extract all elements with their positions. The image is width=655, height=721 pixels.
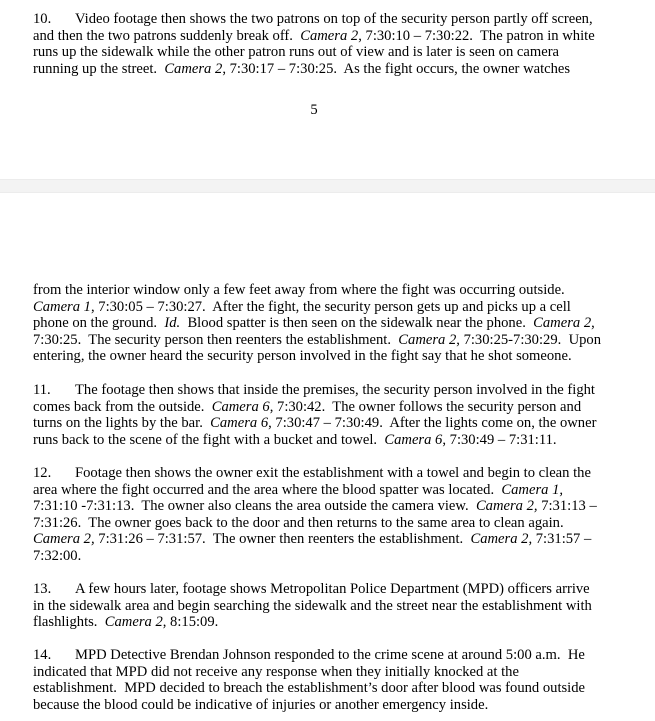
paragraph-14 — [33, 647, 633, 713]
text-line — [33, 697, 633, 714]
citation: Camera 2 — [104, 614, 163, 631]
text-segment: , — [591, 315, 595, 332]
text-segment: 7:31:57 – — [532, 531, 592, 548]
text-line — [33, 282, 633, 299]
paragraph-10-continuation — [33, 282, 633, 365]
text-segment: The footage then shows that inside the premises, the security person involved in the fight — [75, 382, 595, 398]
paragraph-number: 10. — [33, 11, 52, 27]
text-segment: A few hours later, footage shows Metropolitan Police Department (MPD) officers arrive — [75, 581, 590, 597]
text-line — [33, 531, 633, 548]
text-line — [33, 498, 633, 515]
text-segment: Video footage then shows the two patrons on top of the security person partly off screen, — [75, 11, 593, 27]
text-segment: and then the two patrons suddenly break off. — [33, 27, 301, 44]
text-segment: 7:30:25. The security person then reenters the establishment. — [33, 331, 399, 348]
text-segment: 7:31:13 – — [537, 498, 597, 515]
citation: Camera 2, — [470, 531, 533, 548]
text-segment: turns on the lights by the bar. — [33, 415, 211, 432]
text-line — [33, 581, 633, 598]
citation: Camera 2, — [33, 531, 95, 548]
text-segment: , 7:30:25-7:30:29. Upon — [456, 331, 602, 348]
citation: Camera 2, — [475, 498, 538, 515]
citation: Id. — [164, 315, 181, 332]
text-line — [33, 28, 633, 45]
text-segment: 7:31:10 -7:31:13. The owner also cleans the area outside the camera view. — [33, 498, 476, 515]
text-line — [33, 415, 633, 432]
text-line — [33, 332, 633, 349]
text-line — [33, 482, 633, 499]
text-line — [33, 382, 633, 399]
page-break-divider — [0, 179, 655, 193]
text-segment: MPD Detective Brendan Johnson responded to the crime scene at around 5:00 a.m. He — [75, 647, 585, 663]
citation: Camera 1 — [33, 298, 91, 315]
citation: Camera 2 — [300, 27, 359, 44]
paragraph-number: 12. — [33, 465, 52, 481]
text-segment: , 7:30:10 – 7:30:22. The patron in white — [358, 27, 595, 44]
text-segment: from the interior window only a few feet away from where the fight was occurring outside. — [33, 282, 565, 298]
text-segment: , 7:30:42. The owner follows the security person and — [269, 398, 582, 415]
text-segment: Footage then shows the owner exit the establishment with a towel and begin to clean the — [75, 465, 591, 481]
paragraph-13 — [33, 581, 633, 631]
text-segment: because the blood could be indicative of injuries or another emergency inside. — [33, 696, 489, 713]
citation: Camera 1, — [501, 481, 564, 498]
text-segment: runs back to the scene of the fight with a bucket and towel. — [33, 431, 385, 448]
text-segment: phone on the ground. — [33, 315, 165, 332]
text-segment: running up the street. — [33, 60, 165, 77]
paragraph-number: 13. — [33, 581, 52, 597]
citation: Camera 2 — [533, 315, 592, 332]
text-line — [33, 664, 633, 681]
text-line — [33, 465, 633, 482]
text-segment: runs up the sidewalk while the other patron runs out of view and is later is seen on camera — [33, 44, 560, 61]
citation: Camera 2 — [398, 331, 457, 348]
text-line — [33, 647, 633, 664]
text-line — [33, 315, 633, 332]
text-segment: establishment. MPD decided to breach the establishment’s door after blood was found outside — [33, 680, 586, 697]
text-line — [33, 515, 633, 532]
text-segment: 7:32:00. — [33, 547, 82, 564]
text-segment: 7:31:26. The owner goes back to the door and then returns to the same area to clean again. — [33, 514, 564, 531]
text-segment: , 7:30:05 – 7:30:27. After the fight, the security person gets up and picks up a cell — [90, 298, 571, 315]
paragraph-number: 11. — [33, 382, 51, 398]
text-segment: , 8:15:09. — [162, 614, 219, 631]
paragraph-number: 14. — [33, 647, 52, 663]
paragraph-11 — [33, 382, 633, 448]
text-segment: , 7:30:49 – 7:31:11. — [442, 431, 557, 448]
text-line — [33, 299, 633, 316]
text-segment: comes back from the outside. — [33, 398, 212, 415]
text-segment: 7:31:26 – 7:31:57. The owner then reenters the establishment. — [94, 531, 471, 548]
text-segment: indicated that MPD did not receive any response when they initially knocked at the — [33, 663, 519, 680]
paragraph-12 — [33, 465, 633, 565]
text-line — [33, 598, 633, 615]
text-line — [33, 399, 633, 416]
text-line — [33, 680, 633, 697]
text-segment: Blood spatter is then seen on the sidewalk near the phone. — [180, 315, 534, 332]
citation: Camera 6 — [211, 398, 270, 415]
page-6 — [0, 193, 655, 721]
text-line — [33, 548, 633, 565]
text-segment: , 7:30:17 – 7:30:25. As the fight occurs, the owner watches — [222, 60, 571, 77]
text-line — [33, 432, 633, 449]
text-line — [33, 11, 633, 28]
citation: Camera 6 — [384, 431, 443, 448]
text-segment: entering, the owner heard the security person involved in the fight say that he shot someone. — [33, 348, 572, 365]
text-line — [33, 348, 633, 365]
page-number: 5 — [310, 102, 318, 118]
paragraph-10 — [33, 11, 633, 77]
page-5 — [0, 0, 655, 179]
text-segment: in the sidewalk area and begin searching the sidewalk and the street near the establishment with — [33, 597, 592, 614]
text-segment: , 7:30:47 – 7:30:49. After the lights come on, the owner — [268, 415, 597, 432]
text-segment: flashlights. — [33, 614, 105, 631]
text-segment: area where the fight occurred and the area where the blood spatter was located. — [33, 481, 502, 498]
text-line — [33, 614, 633, 631]
citation: Camera 2 — [164, 60, 223, 77]
citation: Camera 6 — [210, 415, 269, 432]
text-line — [33, 61, 633, 78]
text-line — [33, 44, 633, 61]
